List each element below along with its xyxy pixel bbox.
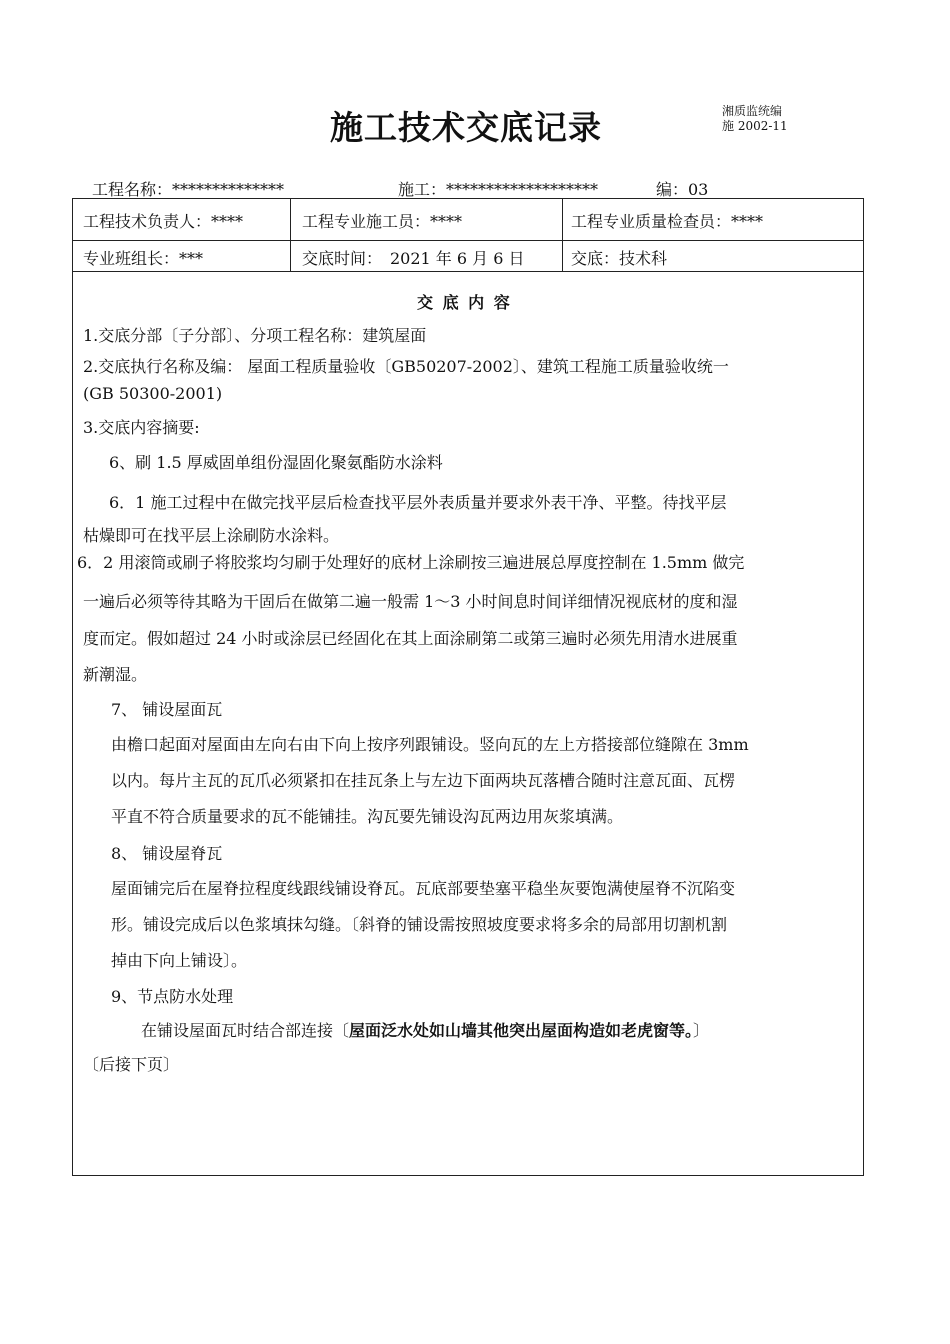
content-line: 9、节点防水处理	[111, 987, 234, 1006]
content-line: 由檐口起面对屋面由左向右由下向上按序列跟铺设。竖向瓦的左上方搭接部位缝隙在 3mm	[111, 735, 749, 754]
content-heading: 交 底 内 容	[417, 293, 512, 312]
node-suffix: 〕	[693, 1021, 710, 1040]
disclosure-date: 交底时间： 2021 年 6 月 6 日	[302, 249, 525, 268]
content-line: 以内。每片主瓦的瓦爪必须紧扣在挂瓦条上与左边下面两块瓦落槽合随时注意瓦面、瓦楞	[111, 771, 736, 790]
content-line: 形。铺设完成后以色浆填抹勾缝。〔斜脊的铺设需按照坡度要求将多余的局部用切割机割	[111, 915, 728, 934]
document-title: 施工技术交底记录	[330, 108, 602, 147]
form-code	[722, 104, 788, 134]
node-waterproofing-line	[141, 1018, 709, 1041]
node-prefix: 在铺设屋面瓦时结合部连接〔	[141, 1021, 350, 1040]
content-line: 1.交底分部〔子分部〕、分项工程名称：建筑屋面	[83, 326, 427, 345]
team-leader: 专业班组长：***	[83, 249, 204, 268]
content-line: 掉由下向上铺设〕。	[111, 951, 248, 970]
content-line: 6．2 用滚筒或刷子将胶浆均匀刷于处理好的底材上涂刷按三遍进展总厚度控制在 1.5mm 做完	[77, 553, 745, 572]
content-line: 一遍后必须等待其略为干固后在做第二遍一般需 1～3 小时间息时间详细情况视底材的度和湿	[83, 592, 738, 611]
table-divider	[73, 240, 863, 241]
construction-unit: 施工：*******************	[398, 180, 599, 199]
content-line: 新潮湿。	[83, 665, 148, 684]
content-line: 屋面铺完后在屋脊拉程度线跟线铺设脊瓦。瓦底部要垫塞平稳坐灰要饱满使屋脊不沉陷变	[111, 879, 736, 898]
content-line: 7、 铺设屋面瓦	[111, 700, 223, 719]
content-line: 枯燥即可在找平层上涂刷防水涂料。	[83, 526, 340, 545]
content-line: (GB 50300-2001)	[83, 384, 223, 403]
content-line: 2.交底执行名称及编： 屋面工程质量验收〔GB50207-2002〕、建筑工程施工质量验收统一	[83, 357, 729, 376]
construction-staff: 工程专业施工员：****	[302, 212, 463, 231]
content-line: 3.交底内容摘要:	[83, 418, 200, 437]
tech-lead: 工程技术负责人：****	[83, 212, 244, 231]
record-number: 编：03	[656, 180, 709, 199]
content-line: 6、刷 1.5 厚威固单组份湿固化聚氨酯防水涂料	[109, 453, 443, 472]
form-code-line1: 湘质监统编	[722, 104, 783, 118]
content-line: 8、 铺设屋脊瓦	[111, 844, 223, 863]
form-code-line2: 施 2002-11	[722, 119, 788, 133]
project-name: 工程名称：**************	[92, 180, 285, 199]
content-line: 平直不符合质量要求的瓦不能铺挂。沟瓦要先铺设沟瓦两边用灰浆填满。	[111, 807, 624, 826]
content-line: 度而定。假如超过 24 小时或涂层已经固化在其上面涂刷第二或第三遍时必须先用清水进展重	[83, 629, 738, 648]
table-divider	[73, 271, 863, 272]
table-divider	[562, 199, 563, 271]
node-emphasis: 屋面泛水处如山墙其他突出屋面构造如老虎窗等。	[349, 1021, 694, 1040]
disclosure-dept: 交底：技术科	[571, 249, 668, 268]
table-divider	[290, 199, 291, 271]
continued-note: 〔后接下页〕	[83, 1055, 180, 1074]
content-line: 6．1 施工过程中在做完找平层后检查找平层外表质量并要求外表干净、平整。待找平层	[109, 493, 727, 512]
disclosure-table	[72, 198, 864, 1176]
quality-inspector: 工程专业质量检查员：****	[571, 212, 764, 231]
